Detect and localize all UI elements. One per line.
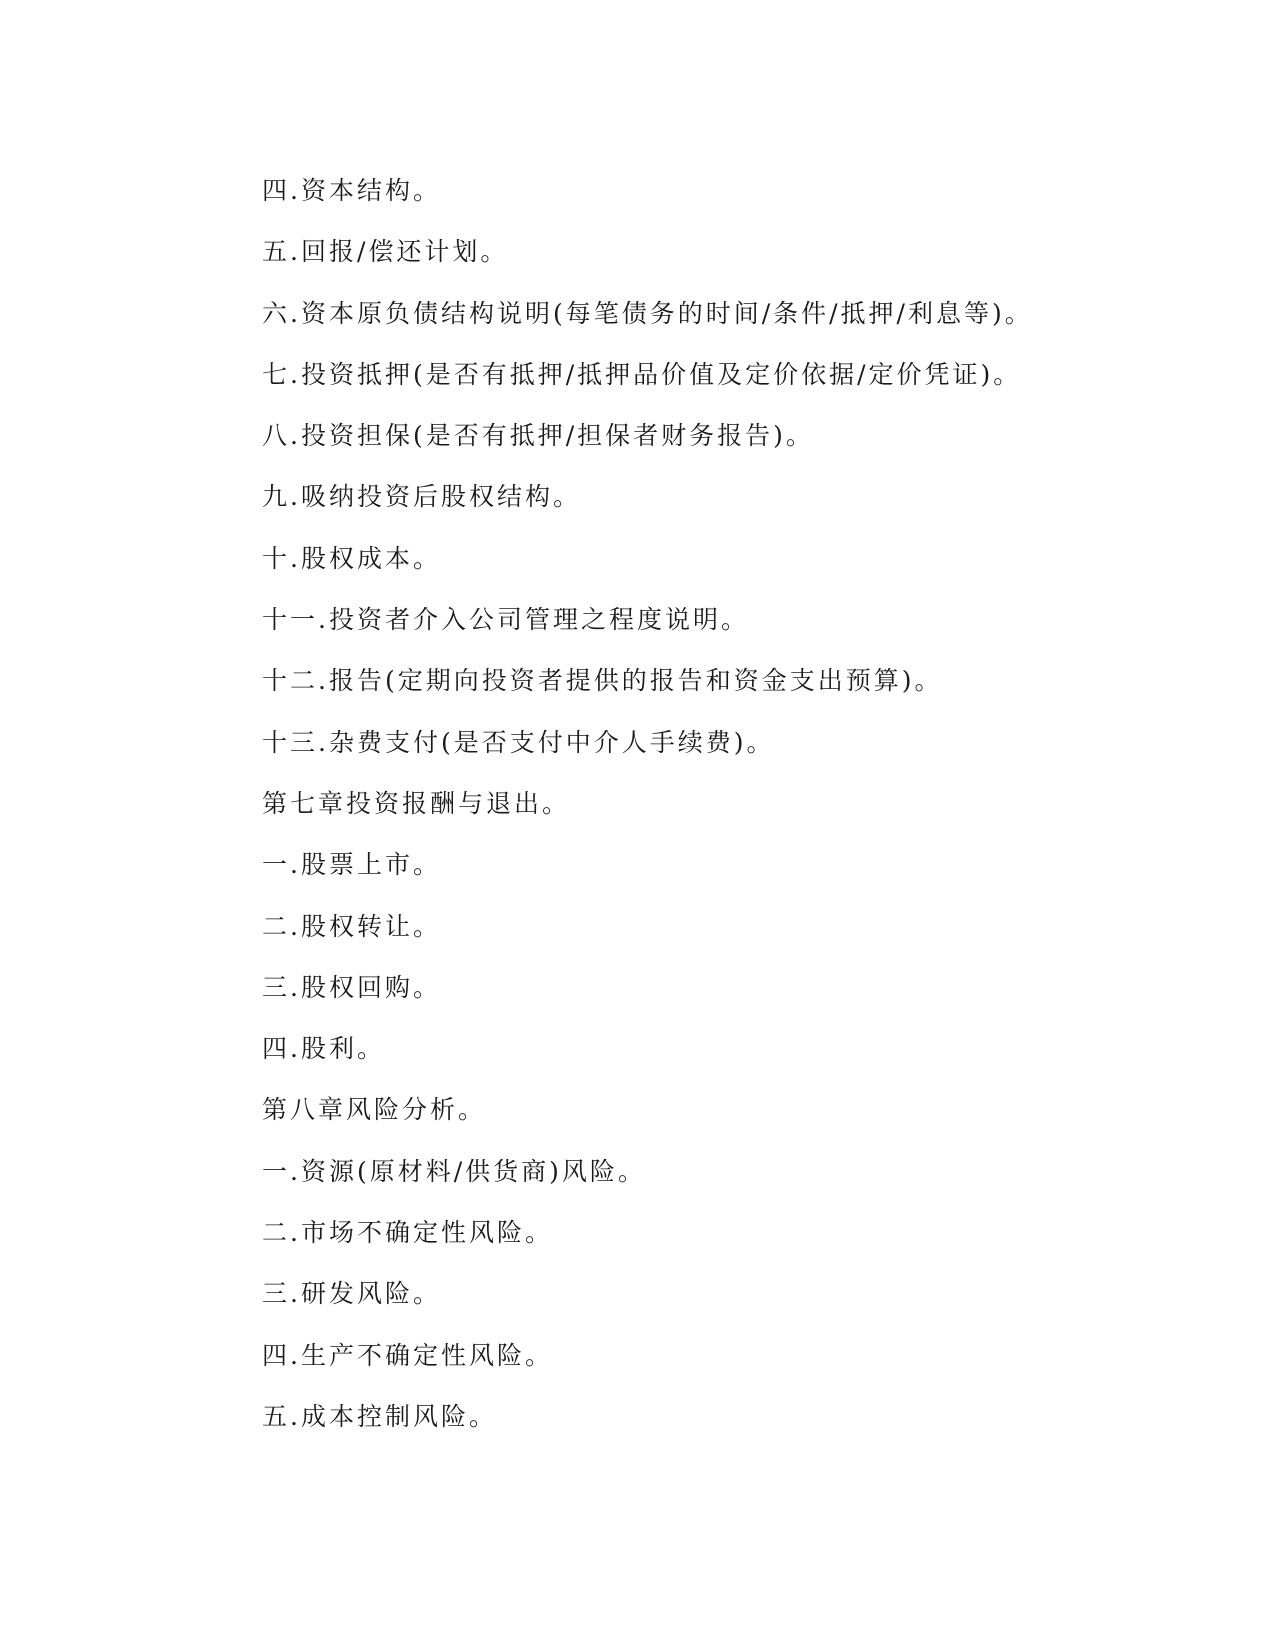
line-misc-fees: 十三.杂费支付(是否支付中介人手续费)。 [262, 727, 775, 757]
line-repayment-plan: 五.回报/偿还计划。 [262, 237, 509, 267]
line-investment-collateral: 七.投资抵押(是否有抵押/抵押品价值及定价依据/定价凭证)。 [262, 359, 1022, 389]
line-equity-buyback: 三.股权回购。 [262, 972, 441, 1002]
line-market-risk: 二.市场不确定性风险。 [262, 1218, 553, 1248]
line-capital-structure: 四.资本结构。 [262, 176, 441, 205]
line-production-risk: 四.生产不确定性风险。 [262, 1340, 553, 1370]
line-dividends: 四.股利。 [262, 1034, 385, 1064]
line-reports: 十二.报告(定期向投资者提供的报告和资金支出预算)。 [262, 666, 943, 696]
line-equity-cost: 十.股权成本。 [262, 543, 441, 573]
line-cost-control-risk: 五.成本控制风险。 [262, 1401, 497, 1431]
line-post-investment-equity: 九.吸纳投资后股权结构。 [262, 482, 581, 512]
document-body [262, 160, 1033, 1447]
chapter-seven-heading: 第七章投资报酬与退出。 [262, 788, 571, 818]
line-equity-transfer: 二.股权转让。 [262, 911, 441, 941]
chapter-eight-heading: 第八章风险分析。 [262, 1095, 487, 1125]
line-investment-guarantee: 八.投资担保(是否有抵押/担保者财务报告)。 [262, 421, 814, 451]
line-rnd-risk: 三.研发风险。 [262, 1279, 441, 1309]
line-stock-listing: 一.股票上市。 [262, 850, 441, 880]
line-debt-structure: 六.资本原负债结构说明(每笔债务的时间/条件/抵押/利息等)。 [262, 298, 1033, 328]
line-investor-involvement: 十一.投资者介入公司管理之程度说明。 [262, 605, 749, 635]
line-resource-risk: 一.资源(原材料/供货商)风险。 [262, 1156, 646, 1186]
